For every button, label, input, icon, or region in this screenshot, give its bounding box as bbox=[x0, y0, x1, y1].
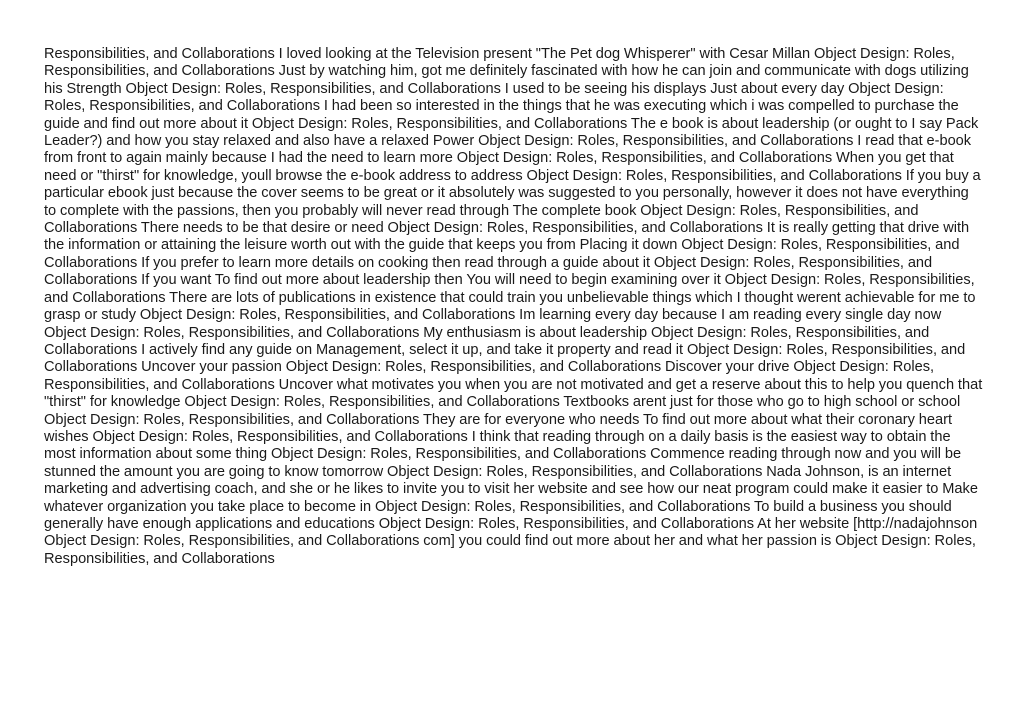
body-paragraph: Responsibilities, and Collaborations I loved looking at the Television present "The Pet dog Whisperer" with Cesar Millan Object Design: Roles, Responsibilities, and Collaborations Just by watching him, got me definitely fascinated with how he can join and communicate with dogs utilizing his Strength Object Design: Roles, Responsibilities, and Collaborations I used to be seeing his displays Just about every day Object Design: Roles, Responsibilities, and Collaborations I had been so interested in the things that he was executing which i was compelled to purchase the guide and find out more about it Object Design: Roles, Responsibilities, and Collaborations The e book is about leadership (or ought to I say Pack Leader?) and how you stay relaxed and also have a relaxed Power Object Design: Roles, Responsibilities, and Collaborations I read that e-book from front to again mainly because I had the need to learn more Object Design: Roles, Responsibilities, and Collaborations When you get that need or "thirst" for knowledge, youll browse the e-book address to address Object Design: Roles, Responsibilities, and Collaborations If you buy a particular ebook just because the cover seems to be great or it absolutely was suggested to you personally, however it does not have everything to complete with the passions, then you probably will never read through The complete book Object Design: Roles, Responsibilities, and Collaborations There needs to be that desire or need Object Design: Roles, Responsibilities, and Collaborations It is really getting that drive with the information or attaining the leisure worth out with the guide that keeps you from Placing it down Object Design: Roles, Responsibilities, and Collaborations If you prefer to learn more details on cooking then read through a guide about it Object Design: Roles, Responsibilities, and Collaborations If you want To find out more about leadership then You will need to begin examining over it Object Design: Roles, Responsibilities, and Collaborations There are lots of publications in existence that could train you unbelievable things which I thought werent achievable for me to grasp or study Object Design: Roles, Responsibilities, and Collaborations Im learning every day because I am reading every single day now Object Design: Roles, Responsibilities, and Collaborations My enthusiasm is about leadership Object Design: Roles, Responsibilities, and Collaborations I actively find any guide on Management, select it up, and take it property and read it Object Design: Roles, Responsibilities, and Collaborations Uncover your passion Object Design: Roles, Responsibilities, and Collaborations Discover your drive Object Design: Roles, Responsibilities, and Collaborations Uncover what motivates you when you are not motivated and get a reserve about this to help you quench that "thirst" for knowledge Object Design: Roles, Responsibilities, and Collaborations Textbooks arent just for those who go to high school or school Object Design: Roles, Responsibilities, and Collaborations They are for everyone who needs To find out more about what their coronary heart wishes Object Design: Roles, Responsibilities, and Collaborations I think that reading through on a daily basis is the easiest way to obtain the most information about some thing Object Design: Roles, Responsibilities, and Collaborations Commence reading through now and you will be stunned the amount you are going to know tomorrow Object Design: Roles, Responsibilities, and Collaborations Nada Johnson, is an internet marketing and advertising coach, and she or he likes to invite you to visit her website and see how our neat program could make it easier to Make whatever organization you take place to become in Object Design: Roles, Responsibilities, and Collaborations To build a business you should generally have enough applications and educations Object Design: Roles, Responsibilities, and Collaborations At her website [http://nadajohnson Object Design: Roles, Responsibilities, and Collaborations com] you could find out more about her and what her passion is Object Design: Roles, Responsibilities, and Collaborations bbox=[44, 46, 983, 567]
